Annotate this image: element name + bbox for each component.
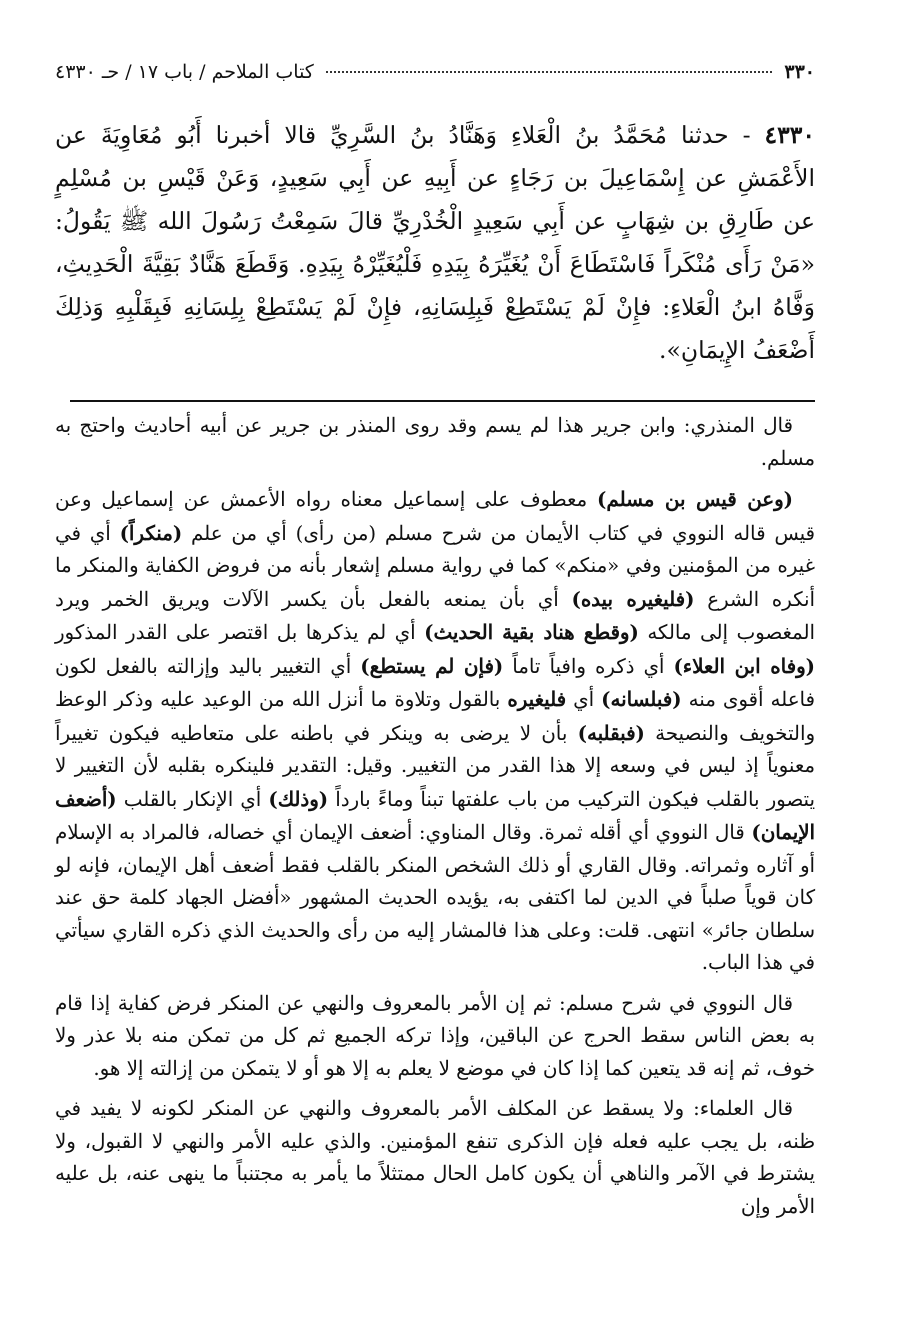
- bold-term: (فإن لم يستطع): [360, 653, 504, 678]
- commentary-paragraph-3: قال النووي في شرح مسلم: ثم إن الأمر بالمعروف والنهي عن المنكر فرض كفاية إذا قام به بعض الناس سقط الحرج عن الباقين، وإذا تركه الجميع ثم كل من تمكن منه بلا عذر ولا خوف، ثم إنه قد يتعين كما إذا كان في موضع لا يعلم به إلا هو أو لا يتمكن من إزالته إلا هو.: [55, 991, 815, 1080]
- commentary-text: أي بأن يمنعه بالفعل بأن يكسر الآلات ويريق الخمر ويرد المغصوب إلى مالكه: [55, 587, 815, 644]
- hadith-text: [55, 114, 815, 372]
- hadith-body: حدثنا مُحَمَّدُ بنُ الْعَلاءِ وَهَنَّادُ بنُ السَّرِيِّ قالا أخبرنا أَبُو مُعَاوِيَةَ عن الأَعْمَشِ عن إِسْمَاعِيلَ بن رَجَاءٍ عن أَبِيهِ عن أَبِي سَعِيدٍ، وَعَنْ قَيْسِ بن مُسْلِمٍ عن طَارِقِ بن شِهَابٍ عن أَبِي سَعِيدٍ الْخُدْرِيِّ قالَ سَمِعْتُ رَسُولَ الله ﷺ يَقُولُ: «مَنْ رَأَى مُنْكَراً فَاسْتَطَاعَ أَنْ يُغَيِّرَهُ بِيَدِهِ فَلْيُغَيِّرْهُ بِيَدِهِ. وَقَطَعَ هَنَّادٌ بَقِيَّةَ الْحَدِيثِ، وَفَّاهُ ابنُ الْعَلاءِ: فإِنْ لَمْ يَسْتَطِعْ فَبِلِسَانِهِ، فإِنْ لَمْ يَسْتَطِعْ بِلِسَانِهِ فَبِقَلْبِهِ وَذلِكَ أَضْعَفُ الإِيمَانِ».: [55, 121, 815, 364]
- bold-term: (فبلسانه): [601, 687, 682, 711]
- hadith-number: ٤٣٣٠: [764, 121, 816, 149]
- hadith-separator: -: [728, 121, 765, 149]
- commentary-text: أي من علم: [182, 521, 296, 545]
- bold-term: (وذلك): [268, 786, 329, 811]
- bold-term: (منكراً): [119, 520, 183, 545]
- commentary-text: أي لم يذكرها بل اقتصر على القدر المذكور: [55, 621, 425, 644]
- commentary-text: أي ذكره وافياً تاماً: [503, 654, 674, 678]
- document-page: [55, 52, 815, 1231]
- bold-term: (وقطع هناد بقية الحديث): [424, 620, 639, 644]
- commentary: [55, 410, 815, 1223]
- commentary-text: أي: [566, 688, 602, 711]
- bold-term: (وعن قيس بن مسلم): [597, 487, 793, 511]
- commentary-text: أي الإنكار بالقلب: [116, 787, 269, 811]
- commentary-text: قال النووي أي أقله ثمرة. وقال المناوي: أضعف الإيمان أي خصاله، فالمراد به الإسلام أو آثاره وثمراته. وقال القاري أو ذلك الشخص المنكر بالقلب فقط أضعف أهل الإيمان، فإنه لو كان قوياً صلباً في الدين لما اكتفى به، يؤيده الحديث المشهور «أفضل الجهاد كلمة حق عند سلطان جائر» انتهى. قلت: وعلى هذا فالمشار إليه من رأى والحديث الذي ذكره القاري سيأتي في هذا الباب.: [55, 821, 815, 974]
- commentary-text: بالقول وتلاوة ما أنزل الله من الوعيد عليه وذكر الوعظ والتخويف والنصيحة: [55, 688, 815, 745]
- running-head: كتاب الملاحم / باب ١٧ / حـ ٤٣٣٠: [55, 61, 314, 83]
- commentary-text: معطوف على إسماعيل معناه رواه الأعمش عن إسماعيل وعن قيس قاله النووي في كتاب الأيمان من شرح مسلم: [55, 488, 816, 545]
- bold-term: (أضعف الإيمان): [55, 786, 815, 844]
- bold-term: (فبقلبه): [577, 720, 645, 745]
- header-dotted-leader: [326, 71, 773, 73]
- page-header: [55, 52, 815, 92]
- commentary-paragraph-1: قال المنذري: وابن جرير هذا لم يسم وقد روى المنذر بن جرير عن أبيه أحاديث واحتج به مسلم.: [55, 414, 815, 470]
- commentary-text: أي التغيير باليد وإزالته بالفعل لكون فاعله أقوى منه: [55, 654, 815, 711]
- commentary-paragraph-4: قال العلماء: ولا يسقط عن المكلف الأمر بالمعروف والنهي عن المنكر لكونه لا يفيد في ظنه، بل يجب عليه فعله فإن الذكرى تنفع المؤمنين. والذي عليه الأمر والنهي لا القبول، ولا يشترط في الآمر والناهي أن يكون كامل الحال ممتثلاً ما يأمر به مجتنباً ما ينهى عنه، بل عليه الأمر وإن: [55, 1097, 815, 1218]
- bold-term: (وفاه ابن العلاء): [673, 653, 815, 678]
- commentary-text: بأن لا يرضى به وينكر في باطنه على متعاطيه فيكون تغييراً معنوياً إذ ليس في وسعه إلا هذا القدر من التغيير. وقيل: التقدير فلينكره بقلبه لأن التغيير لا يتصور بالقلب فيكون التركيب من باب علفتها تبناً وماءً بارداً: [55, 721, 815, 811]
- footnote-divider: [70, 400, 815, 402]
- page-number: ٣٣٠: [784, 61, 815, 83]
- commentary-text: (من رأى): [295, 521, 377, 545]
- commentary-paragraph-2: [55, 483, 815, 980]
- bold-term: فليغيره: [507, 687, 567, 711]
- commentary-text: أي في غيره من المؤمنين وفي «منكم» كما في رواية مسلم إشعار بأنه من فروض الكفاية والمنكر ما أنكره الشرع: [55, 521, 816, 611]
- bold-term: (فليغيره بيده): [571, 586, 695, 611]
